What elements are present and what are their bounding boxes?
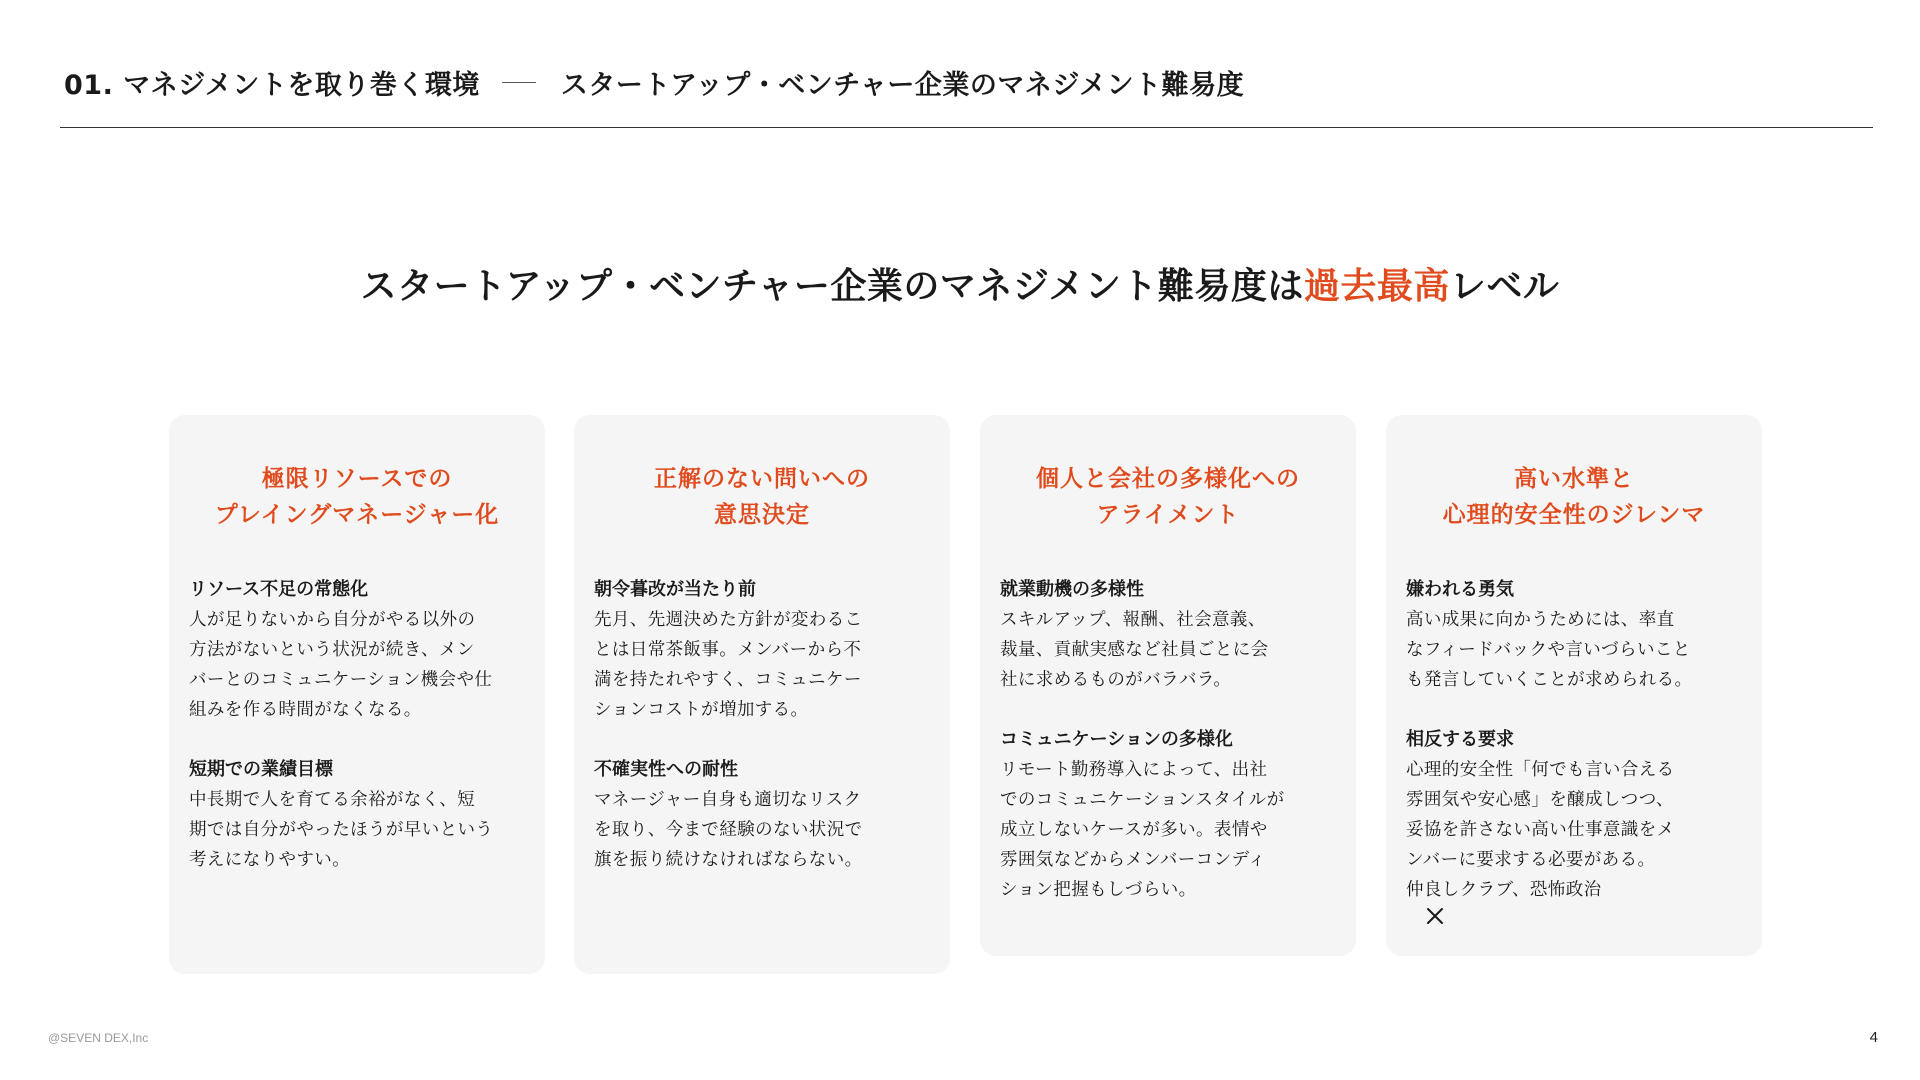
body-line: 先月、先週決めた方針が変わるこ — [594, 610, 863, 630]
card-decision-making — [574, 415, 950, 974]
page-number: 4 — [1869, 1029, 1878, 1046]
card-psychological-safety — [1386, 415, 1762, 956]
body-line: 心理的安全性「何でも言い合える — [1406, 760, 1675, 780]
section-body — [189, 785, 525, 875]
card-title-line: アライメント — [1096, 502, 1240, 528]
card-section — [1406, 725, 1742, 935]
card-title — [1000, 461, 1336, 533]
card-title-line: 意思決定 — [714, 502, 810, 528]
section-heading: リソース不足の常態化 — [189, 579, 369, 600]
section-heading: 不確実性への耐性 — [594, 759, 738, 780]
body-line: なフィードバックや言いづらいこと — [1406, 640, 1691, 660]
headline-prefix: スタートアップ・ベンチャー企業のマネジメント難易度は — [360, 266, 1304, 307]
section-body — [1406, 755, 1742, 935]
body-line: バーとのコミュニケーション機会や仕 — [189, 670, 493, 690]
section-heading: 就業動機の多様性 — [1000, 579, 1144, 600]
body-line: 裁量、貢献実感など社員ごとに会 — [1000, 640, 1269, 660]
headline-suffix: レベル — [1449, 266, 1560, 307]
body-line: 方法がないという状況が続き、メン — [189, 640, 475, 660]
card-title-line: 心理的安全性のジレンマ — [1442, 502, 1706, 528]
body-line: 仲良しクラブ、恐怖政治 — [1406, 880, 1602, 900]
headline-accent: 過去最高 — [1303, 266, 1450, 307]
body-line: リモート勤務導入によって、出社 — [1000, 760, 1268, 780]
body-line: 組みを作る時間がなくなる。 — [189, 700, 422, 720]
card-section — [189, 755, 525, 875]
card-section — [1000, 575, 1336, 695]
body-line-with-icon — [1406, 875, 1742, 935]
body-line: 考えになりやすい。 — [189, 850, 351, 870]
card-section — [1000, 725, 1336, 905]
card-playing-manager — [169, 415, 545, 974]
card-section — [189, 575, 525, 725]
section-body — [1000, 755, 1336, 905]
body-line: ションコストが増加する。 — [594, 700, 809, 720]
body-line: 雰囲気などからメンバーコンディ — [1000, 850, 1266, 870]
section-body — [1406, 605, 1742, 695]
card-title-line: 高い水準と — [1514, 466, 1634, 492]
section-heading: 朝令暮改が当たり前 — [594, 579, 756, 600]
section-heading: 相反する要求 — [1406, 729, 1514, 750]
body-line: とは日常茶飯事。メンバーから不 — [594, 640, 862, 660]
body-line: 期では自分がやったほうが早いという — [189, 820, 494, 840]
body-line: ンバーに要求する必要がある。 — [1406, 850, 1656, 870]
body-line: 高い成果に向かうためには、率直 — [1406, 610, 1675, 630]
card-title — [189, 461, 525, 533]
body-line: も発言していくことが求められる。 — [1406, 670, 1693, 690]
body-line: でのコミュニケーションスタイルが — [1000, 790, 1285, 810]
body-line: を取り、今まで経験のない状況で — [594, 820, 863, 840]
body-line: スキルアップ、報酬、社会意義、 — [1000, 610, 1266, 630]
card-title-line: 個人と会社の多様化への — [1036, 466, 1300, 492]
card-section — [594, 755, 930, 875]
x-mark-icon — [1426, 905, 1742, 935]
body-line: 成立しないケースが多い。表情や — [1000, 820, 1268, 840]
body-line: ション把握もしづらい。 — [1000, 880, 1197, 900]
card-section — [1406, 575, 1742, 695]
body-line: 満を持たれやすく、コミュニケー — [594, 670, 862, 690]
card-diversity-alignment — [980, 415, 1356, 956]
headline — [0, 258, 1920, 309]
section-heading: 嫌われる勇気 — [1406, 579, 1514, 600]
card-title — [594, 461, 930, 533]
body-line: 妥協を許さない高い仕事意識をメ — [1406, 820, 1675, 840]
topic-title: スタートアップ・ベンチャー企業のマネジメント難易度 — [560, 69, 1245, 101]
card-title — [1406, 461, 1742, 533]
header-divider — [60, 127, 1873, 128]
section-heading: 短期での業績目標 — [189, 759, 333, 780]
card-title-line: プレイングマネージャー化 — [214, 502, 500, 528]
card-title-line: 極限リソースでの — [261, 466, 453, 492]
section-body — [189, 605, 525, 725]
body-line: 社に求めるものがバラバラ。 — [1000, 670, 1232, 690]
body-line: 中長期で人を育てる余裕がなく、短 — [189, 790, 476, 810]
section-heading: コミュニケーションの多様化 — [1000, 729, 1233, 750]
section-title: 01. マネジメントを取り巻く環境 — [64, 69, 480, 101]
slide-header — [64, 62, 1244, 102]
header-separator — [502, 82, 536, 83]
section-body — [594, 605, 930, 725]
card-title-line: 正解のない問いへの — [654, 466, 870, 492]
copyright: @SEVEN DEX,Inc — [48, 1031, 149, 1045]
body-line: 人が足りないから自分がやる以外の — [189, 610, 476, 630]
body-line: 旗を振り続けなければならない。 — [594, 850, 863, 870]
card-section — [594, 575, 930, 725]
section-body — [594, 785, 930, 875]
body-line: マネージャー自身も適切なリスク — [594, 790, 862, 810]
section-body — [1000, 605, 1336, 695]
body-line: 雰囲気や安心感」を醸成しつつ、 — [1406, 790, 1674, 810]
